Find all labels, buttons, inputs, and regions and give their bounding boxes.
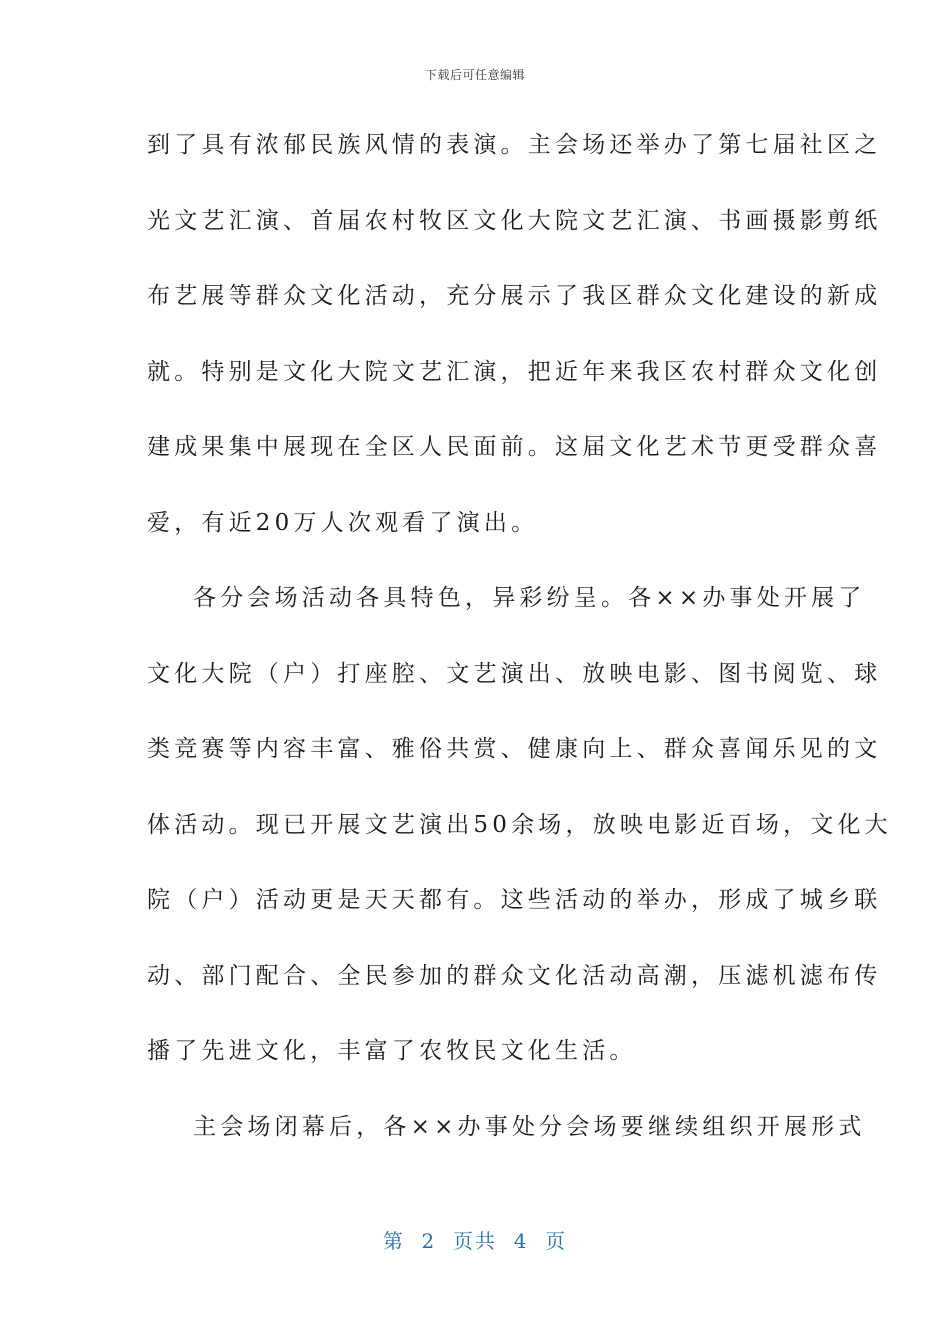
text-line: 光文艺汇演、首届农村牧区文化大院文艺汇演、书画摄影剪纸 (147, 207, 882, 234)
text-line: 类竞赛等内容丰富、雅俗共赏、健康向上、群众喜闻乐见的文 (147, 736, 882, 762)
page-number-label: 第 2 页共 4 页 (382, 1229, 568, 1253)
text-line: 文化大院（户）打座腔、文艺演出、放映电影、图书阅览、球 (147, 660, 882, 687)
text-line: 布艺展等群众文化活动，充分展示了我区群众文化建设的新成 (147, 283, 882, 309)
paragraph-start-line: 各分会场活动各具特色，异彩纷呈。各××办事处开展了 (193, 585, 866, 611)
text-line: 就。特别是文化大院文艺汇演，把近年来我区农村群众文化创 (147, 358, 882, 385)
text-line: 院（户）活动更是天天都有。这些活动的举办，形成了城乡联 (147, 887, 882, 913)
text-line: 到了具有浓郁民族风情的表演。主会场还举办了第七届社区之 (147, 132, 882, 158)
page-number-footer (0, 1225, 950, 1254)
header-note: 下载后可任意编辑 (424, 68, 525, 82)
text-line: 爱，有近20万人次观看了演出。 (147, 509, 539, 536)
paragraph-start-line: 主会场闭幕后，各××办事处分会场要继续组织开展形式 (193, 1113, 866, 1140)
text-line: 体活动。现已开展文艺演出50余场，放映电影近百场，文化大 (147, 811, 892, 838)
text-line: 动、部门配合、全民参加的群众文化活动高潮，压滤机滤布传 (147, 962, 882, 989)
text-line: 播了先进文化，丰富了农牧民文化生活。 (147, 1038, 637, 1064)
document-body (147, 120, 892, 1177)
text-line: 建成果集中展现在全区人民面前。这届文化艺术节更受群众喜 (147, 434, 882, 460)
